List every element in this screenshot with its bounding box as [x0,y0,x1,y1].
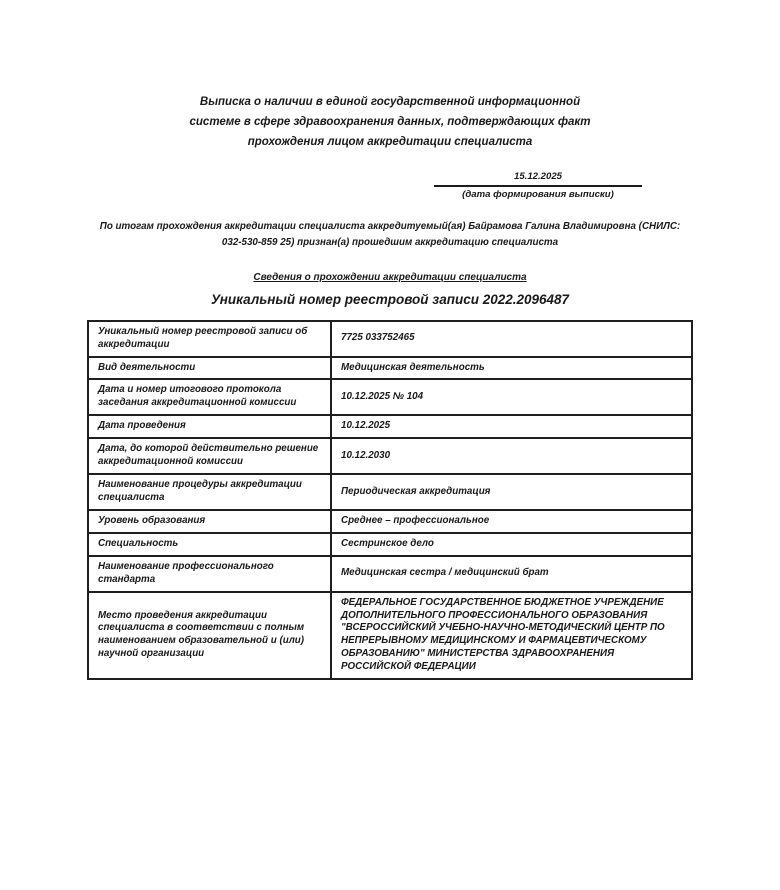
table-row [88,533,692,556]
table-row [88,357,692,380]
table-row [88,415,692,438]
row-label: Дата проведения [88,415,331,438]
table-row [88,379,692,415]
document-title-line: системе в сфере здравоохранения данных, подтверждающих факт [189,116,591,129]
row-value: 7725 033752465 [331,321,692,357]
document-title-line: прохождения лицом аккредитации специалиста [247,136,533,149]
row-label: Дата и номер итогового протокола заседания аккредитационной комиссии [88,379,331,415]
table-row [88,592,692,680]
row-label: Место проведения аккредитации специалиста в соответствии с полным наименованием образовательной и (или) научной организации [88,592,331,680]
row-label: Наименование процедуры аккредитации специалиста [88,474,331,510]
row-label: Вид деятельности [88,357,331,380]
accreditation-details-table [87,320,693,680]
row-label: Дата, до которой действительно решение аккредитационной комиссии [88,438,331,474]
row-value: 10.12.2025 [331,415,692,438]
document-title-line: Выписка о наличии в единой государственной информационной [199,96,581,108]
row-value: ФЕДЕРАЛЬНОЕ ГОСУДАРСТВЕННОЕ БЮДЖЕТНОЕ УЧРЕЖДЕНИЕ ДОПОЛНИТЕЛЬНОГО ПРОФЕССИОНАЛЬНОГО ОБРАЗОВАНИЯ "ВСЕРОССИЙСКИЙ УЧЕБНО-НАУЧНО-МЕТОДИЧЕСКИЙ ЦЕНТР ПО НЕПРЕРЫВНОМУ МЕДИЦИНСКОМУ И ФАРМАЦЕВТИЧЕСКОМУ ОБРАЗОВАНИЮ" МИНИСТЕРСТВА ЗДРАВООХРАНЕНИЯ РОССИЙСКОЙ ФЕДЕРАЦИИ [331,592,692,680]
accreditation-summary-line: 032-530-859 25) признан(а) прошедшим аккредитацию специалиста [221,237,559,249]
row-value: Медицинская деятельность [331,357,692,380]
document-title [110,0,670,152]
row-label: Уникальный номер реестровой записи об аккредитации [88,321,331,357]
row-value: Среднее – профессиональное [331,510,692,533]
table-row [88,556,692,592]
row-value: 10.12.2025 № 104 [331,379,692,415]
row-value: 10.12.2030 [331,438,692,474]
registry-number-heading: Уникальный номер реестровой записи 2022.2096487 [210,291,570,307]
row-value: Сестринское дело [331,533,692,556]
table-row [88,438,692,474]
table-row [88,321,692,357]
issue-date-block [434,171,642,200]
row-value: Периодическая аккредитация [331,474,692,510]
issue-date-caption: (дата формирования выписки) [462,189,614,201]
accreditation-summary [50,219,730,250]
issue-date: 15.12.2025 [434,171,642,187]
row-label: Наименование профессионального стандарта [88,556,331,592]
row-value: Медицинская сестра / медицинский брат [331,556,692,592]
table-row [88,474,692,510]
accreditation-summary-line: По итогам прохождения аккредитации специалиста аккредитуемый(ая) Байрамова Галина Владимировна (СНИЛС: [99,221,681,233]
table-row [88,510,692,533]
section-heading: Сведения о прохождении аккредитации специалиста [253,271,527,283]
row-label: Специальность [88,533,331,556]
row-label: Уровень образования [88,510,331,533]
